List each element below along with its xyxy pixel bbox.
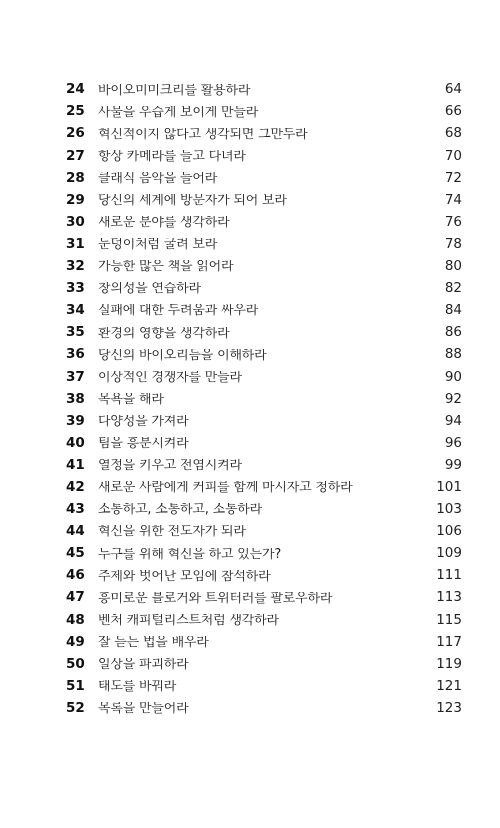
toc-entry xyxy=(66,101,462,123)
toc-entry xyxy=(66,167,462,189)
chapter-title: 항상 카메라를 들고 다녀라 xyxy=(98,149,246,163)
toc-entry xyxy=(66,433,462,455)
chapter-number: 24 xyxy=(66,81,85,98)
page-number: 84 xyxy=(444,302,462,319)
chapter-title: 클래식 음악을 들어라 xyxy=(98,171,218,185)
toc-entry xyxy=(66,653,462,675)
chapter-number: 46 xyxy=(66,567,85,584)
chapter-number: 30 xyxy=(66,213,85,230)
chapter-title: 새로운 분야를 생각하라 xyxy=(98,216,230,230)
page-number: 115 xyxy=(436,611,462,628)
chapter-number: 33 xyxy=(66,280,85,297)
page-number: 72 xyxy=(444,169,462,186)
toc-entry xyxy=(66,366,462,388)
page-number: 111 xyxy=(436,567,462,584)
chapter-title: 주제와 벗어난 모임에 참석하라 xyxy=(98,569,271,583)
page-number: 66 xyxy=(444,103,462,120)
chapter-title: 눈덩이처럼 굴려 보라 xyxy=(98,238,218,252)
chapter-title: 환경의 영향을 생각하라 xyxy=(98,326,230,340)
page-number: 96 xyxy=(444,434,462,451)
chapter-title: 창의성을 연습하라 xyxy=(98,282,201,296)
toc-entry xyxy=(66,521,462,543)
toc-entry xyxy=(66,410,462,432)
page-number: 88 xyxy=(444,346,462,363)
page-number: 82 xyxy=(444,280,462,297)
toc-entry xyxy=(66,631,462,653)
chapter-number: 42 xyxy=(66,478,85,495)
chapter-number: 38 xyxy=(66,390,85,407)
table-of-contents xyxy=(66,79,462,720)
chapter-title: 가능한 많은 책을 읽어라 xyxy=(98,260,234,274)
page-number: 123 xyxy=(436,699,462,716)
chapter-number: 35 xyxy=(66,324,85,341)
chapter-title: 벤처 캐피털리스트처럼 생각하라 xyxy=(98,613,279,627)
chapter-number: 40 xyxy=(66,434,85,451)
page-number: 103 xyxy=(436,501,462,518)
page-number: 99 xyxy=(444,456,462,473)
chapter-title: 흥미로운 블로거와 트위터러를 팔로우하라 xyxy=(98,591,333,605)
page-number: 121 xyxy=(436,677,462,694)
chapter-title: 다양성을 가져라 xyxy=(98,414,189,428)
toc-entry xyxy=(66,234,462,256)
page-number: 80 xyxy=(444,258,462,275)
toc-entry xyxy=(66,189,462,211)
toc-entry xyxy=(66,676,462,698)
chapter-title: 열정을 키우고 전염시켜라 xyxy=(98,459,242,473)
page-number: 76 xyxy=(444,213,462,230)
chapter-number: 50 xyxy=(66,655,85,672)
toc-entry xyxy=(66,145,462,167)
page-number: 106 xyxy=(436,523,462,540)
chapter-title: 잘 듣는 법을 배우라 xyxy=(98,635,209,649)
page-number: 78 xyxy=(444,235,462,252)
chapter-number: 43 xyxy=(66,501,85,518)
chapter-number: 47 xyxy=(66,589,85,606)
chapter-title: 혁신적이지 않다고 생각되면 그만두라 xyxy=(98,127,308,141)
page-number: 86 xyxy=(444,324,462,341)
toc-entry xyxy=(66,344,462,366)
chapter-number: 36 xyxy=(66,346,85,363)
chapter-title: 목록을 만들어라 xyxy=(98,702,189,716)
chapter-number: 25 xyxy=(66,103,85,120)
chapter-title: 목욕을 해라 xyxy=(98,392,164,406)
chapter-number: 44 xyxy=(66,523,85,540)
toc-entry xyxy=(66,477,462,499)
chapter-title: 소통하고, 소통하고, 소통하라 xyxy=(98,503,263,517)
page-number: 64 xyxy=(444,81,462,98)
page-number: 117 xyxy=(436,633,462,650)
chapter-number: 34 xyxy=(66,302,85,319)
toc-entry xyxy=(66,256,462,278)
chapter-title: 태도를 바꿔라 xyxy=(98,680,177,694)
chapter-title: 일상을 파괴하라 xyxy=(98,657,189,671)
toc-entry xyxy=(66,455,462,477)
chapter-number: 52 xyxy=(66,699,85,716)
chapter-number: 48 xyxy=(66,611,85,628)
toc-entry xyxy=(66,322,462,344)
chapter-number: 29 xyxy=(66,191,85,208)
chapter-title: 당신의 바이오리듬을 이해하라 xyxy=(98,348,267,362)
page-number: 92 xyxy=(444,390,462,407)
chapter-number: 31 xyxy=(66,235,85,252)
toc-entry xyxy=(66,499,462,521)
chapter-title: 사물을 우습게 보이게 만들라 xyxy=(98,105,259,119)
toc-entry xyxy=(66,587,462,609)
chapter-number: 27 xyxy=(66,147,85,164)
toc-entry xyxy=(66,609,462,631)
toc-entry xyxy=(66,79,462,101)
page-number: 70 xyxy=(444,147,462,164)
chapter-number: 26 xyxy=(66,125,85,142)
chapter-title: 바이오미미크리를 활용하라 xyxy=(98,83,251,97)
page-number: 90 xyxy=(444,368,462,385)
chapter-title: 팀을 흥분시켜라 xyxy=(98,437,189,451)
chapter-number: 41 xyxy=(66,456,85,473)
page-number: 119 xyxy=(436,655,462,672)
chapter-title: 이상적인 경쟁자를 만들라 xyxy=(98,370,242,384)
chapter-number: 45 xyxy=(66,545,85,562)
toc-entry xyxy=(66,212,462,234)
toc-entry xyxy=(66,698,462,720)
toc-entry xyxy=(66,565,462,587)
chapter-title: 실패에 대한 두려움과 싸우라 xyxy=(98,304,259,318)
toc-entry xyxy=(66,388,462,410)
toc-entry xyxy=(66,543,462,565)
page-number: 113 xyxy=(436,589,462,606)
chapter-title: 누구를 위해 혁신을 하고 있는가? xyxy=(98,547,282,561)
chapter-title: 당신의 세계에 방문자가 되어 보라 xyxy=(98,194,287,208)
chapter-title: 혁신을 위한 전도자가 되라 xyxy=(98,525,246,539)
chapter-title: 새로운 사람에게 커피를 함께 마시자고 청하라 xyxy=(98,481,353,495)
chapter-number: 39 xyxy=(66,412,85,429)
chapter-number: 49 xyxy=(66,633,85,650)
page-number: 74 xyxy=(444,191,462,208)
chapter-number: 28 xyxy=(66,169,85,186)
chapter-number: 32 xyxy=(66,258,85,275)
toc-entry xyxy=(66,123,462,145)
chapter-number: 37 xyxy=(66,368,85,385)
toc-entry xyxy=(66,278,462,300)
page-number: 94 xyxy=(444,412,462,429)
page-number: 101 xyxy=(436,478,462,495)
toc-entry xyxy=(66,300,462,322)
page-number: 109 xyxy=(436,545,462,562)
page-number: 68 xyxy=(444,125,462,142)
chapter-number: 51 xyxy=(66,677,85,694)
